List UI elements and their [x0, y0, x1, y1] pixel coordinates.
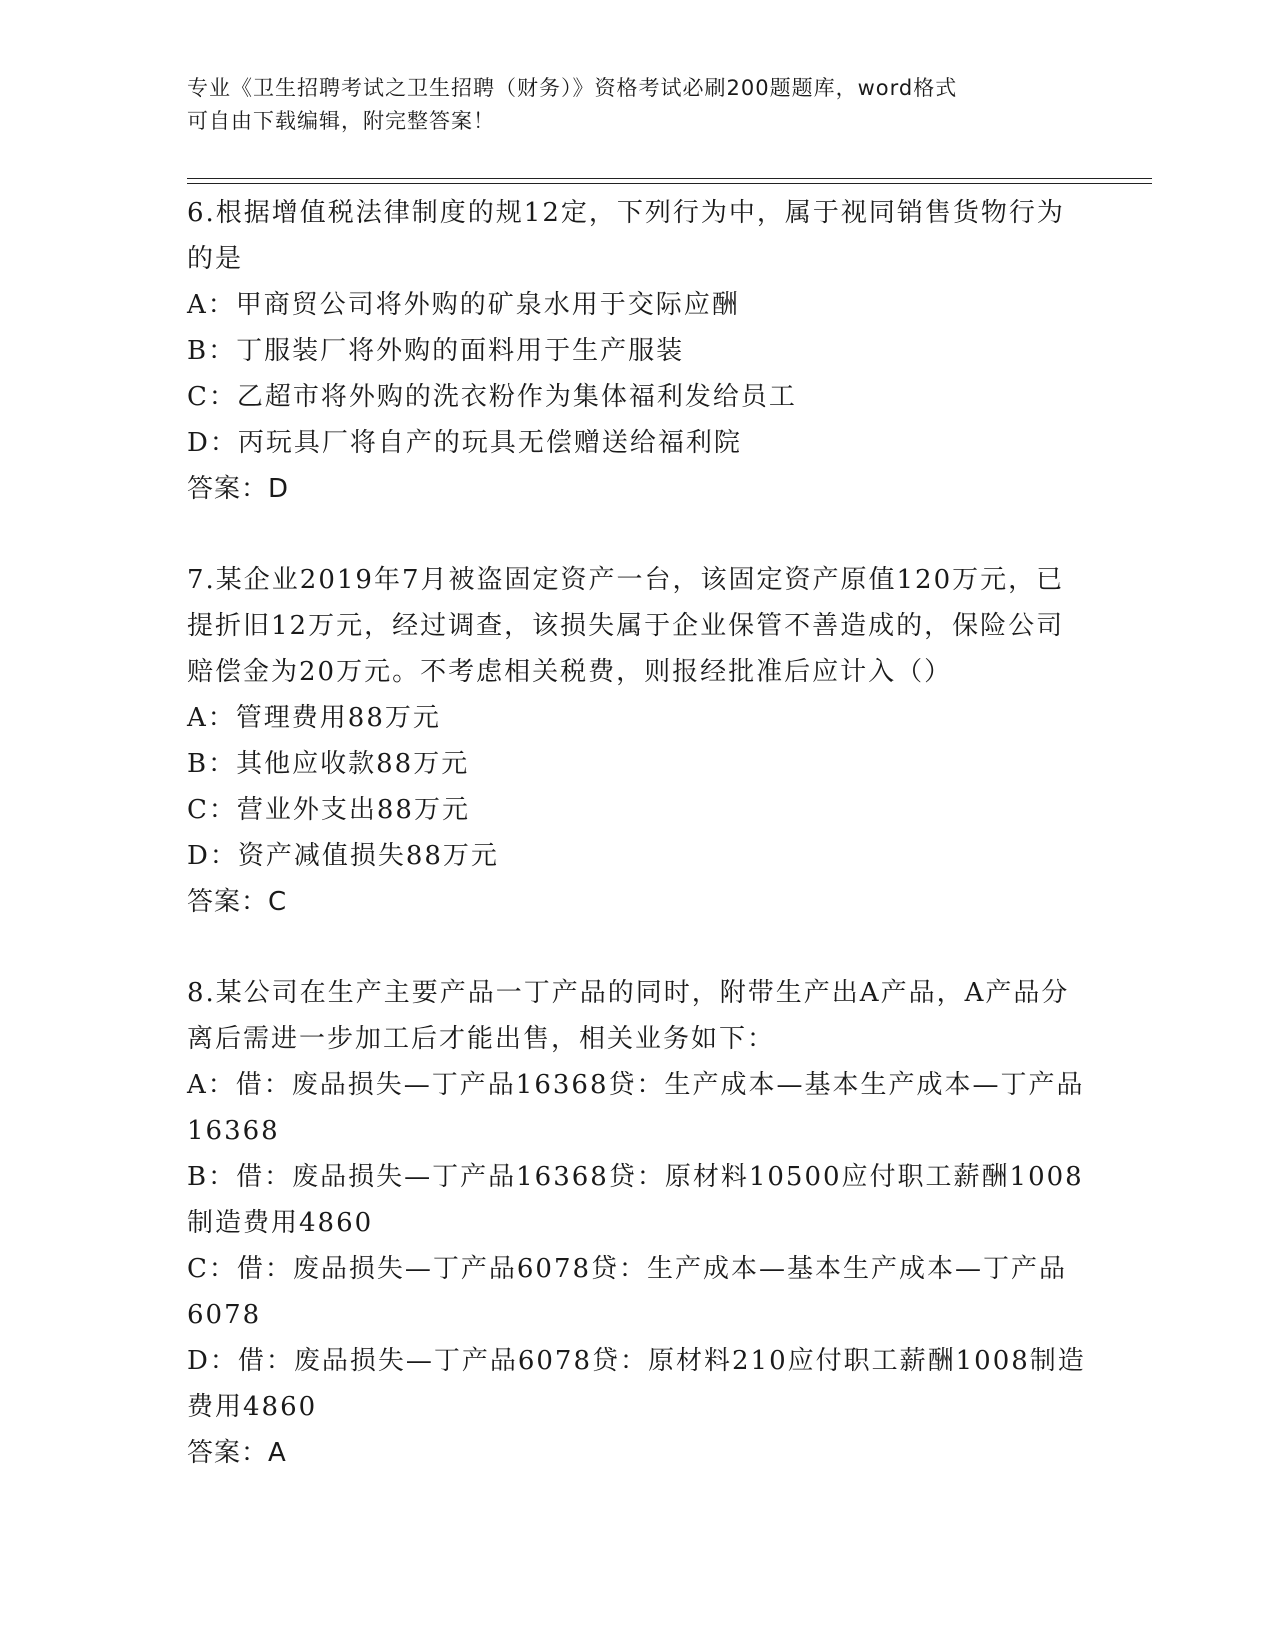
- option-a: A：甲商贸公司将外购的矿泉水用于交际应酬: [187, 290, 740, 320]
- option-a: A：管理费用88万元: [187, 703, 441, 733]
- option-b: B：借：废品损失—丁产品16368贷：原材料10500应付职工薪酬1008制造费用4860: [187, 1162, 1084, 1238]
- document-header: [187, 72, 1067, 138]
- question-stem: 8.某公司在生产主要产品一丁产品的同时，附带生产出A产品，A产品分离后需进一步加工后才能出售，相关业务如下：: [187, 978, 1070, 1054]
- option-d: D：借：废品损失—丁产品6078贷：原材料210应付职工薪酬1008制造费用4860: [187, 1346, 1086, 1422]
- header-divider-top: [187, 178, 1152, 179]
- header-line-2: 可自由下载编辑，附完整答案！: [187, 109, 495, 133]
- option-a: A：借：废品损失—丁产品16368贷：生产成本—基本生产成本—丁产品16368: [187, 1070, 1085, 1146]
- option-c: C：借：废品损失—丁产品6078贷：生产成本—基本生产成本—丁产品6078: [187, 1254, 1068, 1330]
- option-c: C：营业外支出88万元: [187, 795, 470, 825]
- question-stem: 7.某企业2019年7月被盗固定资产一台，该固定资产原值120万元，已提折旧12万元，经过调查，该损失属于企业保管不善造成的，保险公司赔偿金为20万元。不考虑相关税费，则报经批准后应计入（）: [187, 565, 1065, 687]
- question-stem: 6.根据增值税法律制度的规12定，下列行为中，属于视同销售货物行为的是: [187, 198, 1065, 274]
- question-list: [187, 190, 1087, 1521]
- question-8: [187, 970, 1087, 1476]
- answer: 答案：A: [187, 1438, 287, 1468]
- option-b: B：丁服装厂将外购的面料用于生产服装: [187, 336, 685, 366]
- question-7: [187, 557, 1087, 925]
- option-c: C：乙超市将外购的洗衣粉作为集体福利发给员工: [187, 382, 797, 412]
- answer: 答案：D: [187, 474, 290, 504]
- option-b: B：其他应收款88万元: [187, 749, 470, 779]
- header-divider-bottom: [187, 183, 1152, 184]
- option-d: D：资产减值损失88万元: [187, 841, 499, 871]
- option-d: D：丙玩具厂将自产的玩具无偿赠送给福利院: [187, 428, 742, 458]
- question-6: [187, 190, 1087, 512]
- header-line-1: 专业《卫生招聘考试之卫生招聘（财务）》资格考试必刷200题题库，word格式: [187, 76, 958, 100]
- answer: 答案：C: [187, 887, 288, 917]
